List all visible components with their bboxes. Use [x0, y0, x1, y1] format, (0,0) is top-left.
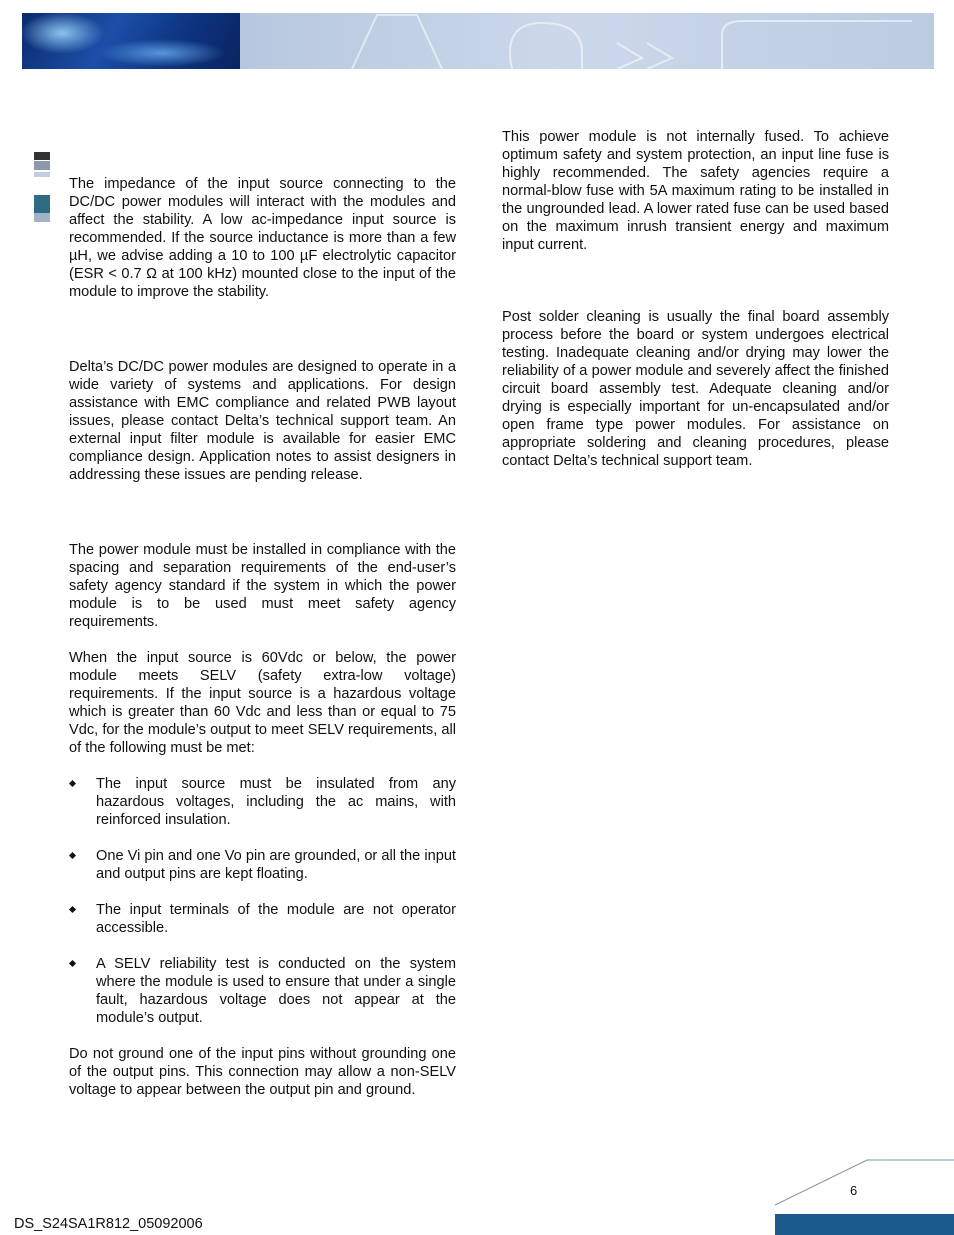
section-marker — [34, 152, 50, 160]
list-item: The input source must be insulated from any hazardous voltages, including the ac mains, with reinforced insulation. — [69, 775, 456, 829]
page-number-tab — [775, 1158, 954, 1235]
bullet-icon — [69, 960, 76, 967]
input-source-impedance-paragraph: The impedance of the input source connecting to the DC/DC power modules will interact with the modules and affect the stability. A low ac-impedance input source is recommended. If the source inductance is more than a few µH, we advise adding a 10 to 100 µF electrolytic capacitor (ESR < 0.7 Ω at 100 kHz) mounted close to the input of the module to improve the stability. — [69, 176, 456, 300]
section-marker — [34, 172, 50, 177]
left-column — [69, 175, 456, 1099]
section-marker — [34, 195, 50, 213]
safety-paragraph: The power module must be installed in compliance with the spacing and separation requirements of the end-user’s safety agency standard if the system in which the power module is to be used must meet safety agency requirements. — [69, 542, 456, 630]
document-id: DS_S24SA1R812_05092006 — [14, 1216, 203, 1232]
bullet-icon — [69, 906, 76, 913]
emc-paragraph: Delta’s DC/DC power modules are designed to operate in a wide variety of systems and applications. For design assistance with EMC compliance and related PWB layout issues, please contact Delta’s technical support team. An external input filter module is available for easier EMC compliance design. Application notes to assist designers in addressing these issues are pending release. — [69, 359, 456, 483]
bullet-icon — [69, 852, 76, 859]
section-marker — [34, 161, 50, 170]
section-marker — [34, 213, 50, 222]
list-item: The input terminals of the module are not operator accessible. — [69, 901, 456, 937]
grounding-paragraph: Do not ground one of the input pins without grounding one of the output pins. This connection may allow a non-SELV voltage to appear between the output pin and ground. — [69, 1046, 456, 1098]
header-banner — [22, 13, 934, 69]
input-fusing-paragraph: This power module is not internally fused. To achieve optimum safety and system protection, an input line fuse is highly recommended. The safety agencies require a normal-blow fuse with 5A maximum rating to be installed in the ungrounded lead. A lower rated fuse can be used based on the maximum inrush transient energy and maximum input current. — [502, 129, 889, 253]
page-number: 6 — [850, 1183, 858, 1198]
right-column — [502, 128, 889, 470]
list-item: One Vi pin and one Vo pin are grounded, or all the input and output pins are kept floating. — [69, 847, 456, 883]
post-solder-cleaning-paragraph: Post solder cleaning is usually the final board assembly process before the board or system undergoes electrical testing. Inadequate cleaning and/or drying may lower the reliability of a power module and severely affect the finished circuit board assembly test. Adequate cleaning and/or drying is especially important for un-encapsulated and/or open frame type power modules. For assistance on appropriate soldering and cleaning procedures, please contact Delta’s technical support team. — [502, 309, 889, 469]
list-item: A SELV reliability test is conducted on the system where the module is used to ensure that under a single fault, hazardous voltage does not appear at the module’s output. — [69, 955, 456, 1027]
banner-logo-watermark — [22, 13, 934, 69]
bullet-icon — [69, 780, 76, 787]
selv-paragraph: When the input source is 60Vdc or below, the power module meets SELV (safety extra-low voltage) requirements. If the input source is a hazardous voltage which is greater than 60 Vdc and less than or equal to 75 Vdc, for the module’s output to meet SELV requirements, all of the following must be met: — [69, 650, 456, 756]
